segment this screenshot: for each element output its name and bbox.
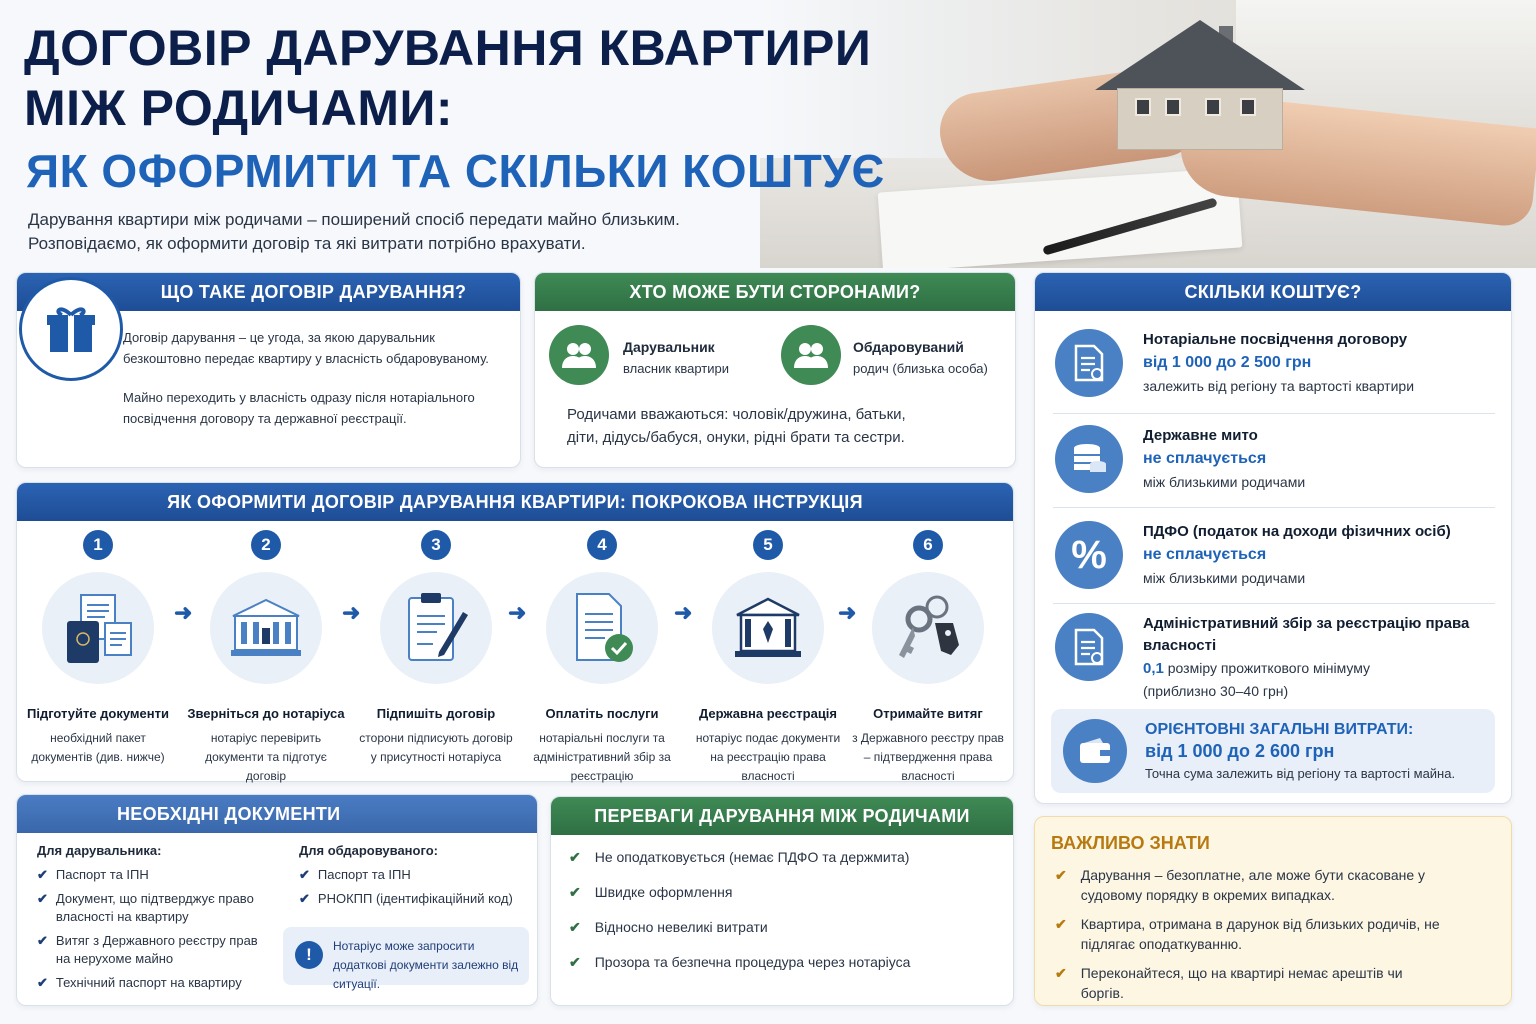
arrow-right-icon: ➜ — [342, 600, 361, 625]
page-title: ДОГОВІР ДАРУВАННЯ КВАРТИРИ МІЖ РОДИЧАМИ: — [24, 20, 872, 136]
notary-note-box — [283, 927, 529, 991]
total-cost-box — [1051, 709, 1495, 793]
check-icon: ✔ — [37, 975, 48, 990]
arrow-right-icon: ➜ — [174, 600, 193, 625]
check-icon: ✔ — [569, 884, 581, 900]
donor-desc: власник квартири — [623, 361, 729, 376]
list-item: ✔ Документ, що підтверджує право власності на квартиру — [37, 891, 254, 924]
notary-building-icon — [210, 572, 322, 684]
document-icon — [1055, 613, 1123, 681]
arrow-right-icon: ➜ — [674, 600, 693, 625]
what-is-definition: Договір дарування – це угода, за якою дарувальник безкоштовно передає квартиру у власність обдаровуваному. — [123, 330, 489, 366]
step-3: 3 Підпишіть договір сторони підписують договір у присутності нотаріуса — [356, 530, 516, 767]
donee-desc: родич (близька особа) — [853, 361, 988, 376]
paid-document-icon — [546, 572, 658, 684]
check-icon: ✔ — [37, 867, 48, 882]
important-card — [1034, 816, 1512, 1006]
step-2: 2 Зверніться до нотаріуса нотаріус перевірить документи та підготує договір — [186, 530, 346, 786]
donor-title: Дарувальник — [623, 339, 715, 355]
info-icon: ! — [295, 941, 323, 969]
page-subtitle: ЯК ОФОРМИТИ ТА СКІЛЬКИ КОШТУЄ — [26, 145, 885, 197]
arrow-right-icon: ➜ — [508, 600, 527, 625]
list-item: ✔ Відносно невеликі витрати — [569, 919, 910, 954]
what-is-transfer: Майно переходить у власність одразу після нотаріального посвідчення договору та державної реєстрації. — [123, 390, 475, 426]
documents-icon — [42, 572, 154, 684]
check-icon: ✔ — [569, 849, 581, 865]
what-is-header: ЩО ТАКЕ ДОГОВІР ДАРУВАННЯ? — [17, 273, 520, 311]
documents-header: НЕОБХІДНІ ДОКУМЕНТИ — [17, 795, 537, 833]
steps-header: ЯК ОФОРМИТИ ДОГОВІР ДАРУВАННЯ КВАРТИРИ: ПОКРОКОВА ІНСТРУКЦІЯ — [17, 483, 1013, 521]
list-item: ✔ Паспорт та ІПН — [299, 867, 411, 882]
people-icon — [549, 325, 609, 385]
list-item: ✔ Квартира, отримана в дарунок від близьких родичів, не підлягає оподаткуванню. — [1055, 916, 1440, 952]
donee-docs-title: Для обдаровуваного: — [299, 843, 438, 858]
check-icon: ✔ — [569, 954, 581, 970]
cost-header: СКІЛЬКИ КОШТУЄ? — [1035, 273, 1511, 311]
arrow-right-icon: ➜ — [838, 600, 857, 625]
total-cost-value: від 1 000 до 2 600 грн — [1145, 741, 1335, 761]
check-icon: ✔ — [299, 891, 310, 906]
wallet-icon — [1063, 719, 1127, 783]
what-is-card — [16, 272, 521, 468]
list-item: ✔ Не оподатковується (немає ПДФО та держмита) — [569, 849, 910, 884]
list-item: ✔ Паспорт та ІПН — [37, 867, 149, 882]
check-icon: ✔ — [37, 933, 48, 948]
people-icon — [781, 325, 841, 385]
check-icon: ✔ — [1055, 867, 1067, 883]
benefits-card — [550, 796, 1014, 1006]
step-1: 1 Підготуйте документи необхідний пакет документів (див. нижче) — [18, 530, 178, 767]
donee-title: Обдаровуваний — [853, 339, 964, 355]
list-item: ✔ Швидке оформлення — [569, 884, 910, 919]
state-registry-icon — [712, 572, 824, 684]
step-4: 4 Оплатіть послуги нотаріальні послуги та адміністративний збір за реєстрацію — [522, 530, 682, 786]
check-icon: ✔ — [37, 891, 48, 906]
important-title: ВАЖЛИВО ЗНАТИ — [1051, 833, 1210, 853]
cost-item: Нотаріальне посвідчення договору від 1 000 до 2 500 грн залежить від регіону та вартості квартири — [1055, 329, 1495, 397]
intro-text: Дарування квартири між родичами – поширений спосіб передати майно близьким. Розповідаємо, як оформити договір та які витрати потрібно врахувати. — [28, 210, 680, 253]
notary-note: Нотаріус може запросити додаткові документи залежно від ситуації. — [333, 939, 519, 991]
step-5: 5 Державна реєстрація нотаріус подає документи на реєстрацію права власності — [688, 530, 848, 786]
total-cost-title: ОРІЄНТОВНІ ЗАГАЛЬНІ ВИТРАТИ: — [1145, 721, 1414, 738]
donor-docs-title: Для дарувальника: — [37, 843, 162, 858]
cost-card — [1034, 272, 1512, 804]
check-icon: ✔ — [1055, 965, 1067, 981]
list-item: ✔ Переконайтеся, що на квартирі немає арештів чи боргів. — [1055, 965, 1403, 1001]
step-6: 6 Отримайте витяг з Державного реєстру прав – підтвердження права власності — [848, 530, 1008, 786]
list-item: ✔ РНОКПП (ідентифікаційний код) — [299, 891, 513, 906]
cost-item: % ПДФО (податок на доходи фізичних осіб) не сплачується між близькими родичами — [1055, 521, 1495, 589]
check-icon: ✔ — [299, 867, 310, 882]
document-icon — [1055, 329, 1123, 397]
house-model-image — [1095, 12, 1305, 152]
benefits-header: ПЕРЕВАГИ ДАРУВАННЯ МІЖ РОДИЧАМИ — [551, 797, 1013, 835]
list-item: ✔ Дарування – безоплатне, але може бути скасоване у судовому порядку в окремих випадках. — [1055, 867, 1426, 903]
list-item: ✔ Прозора та безпечна процедура через нотаріуса — [569, 954, 910, 989]
check-icon: ✔ — [1055, 916, 1067, 932]
coins-icon — [1055, 425, 1123, 493]
percent-icon: % — [1055, 521, 1123, 589]
gift-icon — [19, 277, 123, 381]
documents-card — [16, 794, 538, 1006]
relatives-text: Родичами вважаються: чоловік/дружина, батьки, діти, дідусь/бабуся, онуки, рідні брати та сестри. — [567, 406, 906, 446]
cost-item: Державне мито не сплачується між близькими родичами — [1055, 425, 1495, 493]
clipboard-sign-icon — [380, 572, 492, 684]
list-item: ✔ Витяг з Державного реєстру прав на нерухоме майно — [37, 933, 258, 966]
parties-card — [534, 272, 1016, 468]
cost-item: Адміністративний збір за реєстрацію права власності 0,1 розміру прожиткового мінімуму (приблизно 30–40 грн) — [1055, 613, 1495, 702]
check-icon: ✔ — [569, 919, 581, 935]
total-cost-note: Точна сума залежить від регіону та вартості майна. — [1145, 766, 1456, 781]
parties-header: ХТО МОЖЕ БУТИ СТОРОНАМИ? — [535, 273, 1015, 311]
list-item: ✔ Технічний паспорт на квартиру — [37, 975, 242, 990]
hero-photo — [760, 0, 1536, 268]
keys-icon — [872, 572, 984, 684]
